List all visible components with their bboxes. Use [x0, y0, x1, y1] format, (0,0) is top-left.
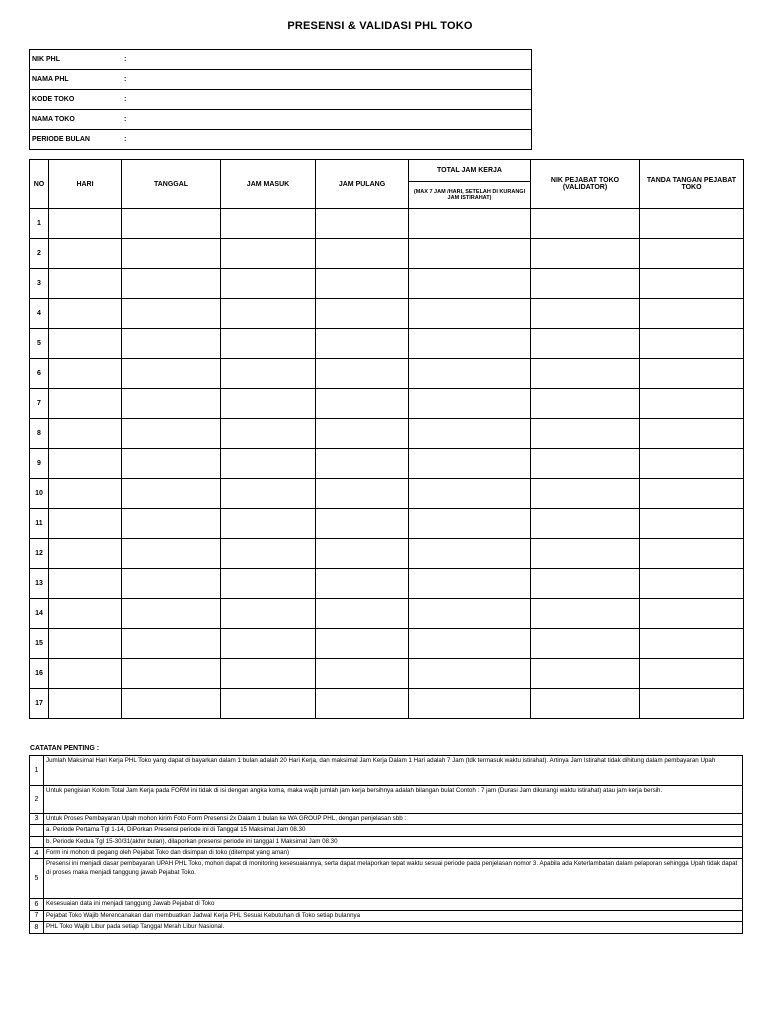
header-no: NO	[30, 160, 49, 209]
row-number: 1	[30, 209, 49, 239]
row-number: 17	[30, 689, 49, 719]
hari-cell[interactable]	[49, 689, 122, 719]
hari-cell[interactable]	[49, 209, 122, 239]
tanda-tangan-cell[interactable]	[640, 299, 744, 329]
row-number: 10	[30, 479, 49, 509]
attendance-row	[30, 449, 744, 479]
attendance-row	[30, 359, 744, 389]
row-number: 2	[30, 239, 49, 269]
attendance-row	[30, 689, 744, 719]
note-number: 4	[30, 848, 44, 859]
tanda-tangan-cell[interactable]	[640, 539, 744, 569]
attendance-row	[30, 269, 744, 299]
tanggal-cell[interactable]	[122, 539, 221, 569]
jam-pulang-cell[interactable]	[316, 209, 409, 239]
nik-pejabat-cell[interactable]	[531, 629, 640, 659]
tanggal-cell[interactable]	[122, 389, 221, 419]
jam-masuk-cell[interactable]	[221, 269, 316, 299]
note-text: Untuk pengisian Kolom Total Jam Kerja pada FORM ini tidak di isi dengan angka koma, maka wajib jumlah jam kerja bersihnya adalah bilangan bulat Contoh : 7 jam (Durasi Jam dikurangi waktu istirahat) atau jam kerja bersih.	[44, 786, 743, 814]
tanggal-cell[interactable]	[122, 689, 221, 719]
jam-masuk-cell[interactable]	[221, 299, 316, 329]
jam-pulang-cell[interactable]	[316, 269, 409, 299]
attendance-row	[30, 599, 744, 629]
tanggal-cell[interactable]	[122, 239, 221, 269]
nik-pejabat-cell[interactable]	[531, 539, 640, 569]
jam-masuk-cell[interactable]	[221, 389, 316, 419]
hari-cell[interactable]	[49, 359, 122, 389]
total-jam-cell[interactable]	[409, 239, 531, 269]
hari-cell[interactable]	[49, 539, 122, 569]
tanggal-cell[interactable]	[122, 629, 221, 659]
attendance-row	[30, 239, 744, 269]
jam-pulang-cell[interactable]	[316, 299, 409, 329]
total-jam-cell[interactable]	[409, 209, 531, 239]
note-text: b. Periode Kedua Tgl 15-30/31(akhir bulan), dilaporkan presensi periode ini tanggal 1 Maksimal Jam 08.30	[44, 836, 743, 847]
nik-pejabat-cell[interactable]	[531, 299, 640, 329]
header-tanggal: TANGGAL	[122, 160, 221, 209]
jam-masuk-cell[interactable]	[221, 599, 316, 629]
info-row-periode	[30, 130, 532, 150]
hari-cell[interactable]	[49, 239, 122, 269]
jam-pulang-cell[interactable]	[316, 389, 409, 419]
tanggal-cell[interactable]	[122, 419, 221, 449]
jam-pulang-cell[interactable]	[316, 629, 409, 659]
header-jam-pulang: JAM PULANG	[316, 160, 409, 209]
employee-info-table	[29, 49, 532, 150]
tanggal-cell[interactable]	[122, 359, 221, 389]
header-jam-masuk: JAM MASUK	[221, 160, 316, 209]
tanda-tangan-cell[interactable]	[640, 209, 744, 239]
total-jam-cell[interactable]	[409, 269, 531, 299]
row-number: 11	[30, 509, 49, 539]
row-number: 9	[30, 449, 49, 479]
nik-pejabat-cell[interactable]	[531, 449, 640, 479]
jam-masuk-cell[interactable]	[221, 629, 316, 659]
note-text: Untuk Proses Pembayaran Upah mohon kirim Foto Form Presensi 2x Dalam 1 bulan ke WA GROUP PHL, dengan penjelasan sbb :	[44, 814, 743, 825]
nik-pejabat-cell[interactable]	[531, 269, 640, 299]
tanda-tangan-cell[interactable]	[640, 449, 744, 479]
total-jam-cell[interactable]	[409, 449, 531, 479]
attendance-table	[29, 159, 744, 719]
attendance-row	[30, 419, 744, 449]
total-jam-cell[interactable]	[409, 539, 531, 569]
jam-masuk-cell[interactable]	[221, 419, 316, 449]
note-number: 3	[30, 814, 44, 825]
nik-phl-field[interactable]: :	[122, 50, 532, 70]
row-number: 4	[30, 299, 49, 329]
total-jam-cell[interactable]	[409, 479, 531, 509]
jam-pulang-cell[interactable]	[316, 509, 409, 539]
header-hari: HARI	[49, 160, 122, 209]
jam-masuk-cell[interactable]	[221, 329, 316, 359]
tanggal-cell[interactable]	[122, 479, 221, 509]
jam-masuk-cell[interactable]	[221, 569, 316, 599]
tanggal-cell[interactable]	[122, 569, 221, 599]
jam-masuk-cell[interactable]	[221, 659, 316, 689]
header-total-jam-note: (MAX 7 JAM /HARI, SETELAH DI KURANGI JAM ISTIRAHAT)	[409, 182, 531, 209]
nama-phl-field[interactable]: :	[122, 70, 532, 90]
tanda-tangan-cell[interactable]	[640, 629, 744, 659]
total-jam-cell[interactable]	[409, 419, 531, 449]
jam-pulang-cell[interactable]	[316, 659, 409, 689]
jam-pulang-cell[interactable]	[316, 239, 409, 269]
tanggal-cell[interactable]	[122, 209, 221, 239]
nik-pejabat-cell[interactable]	[531, 599, 640, 629]
attendance-row	[30, 479, 744, 509]
total-jam-cell[interactable]	[409, 299, 531, 329]
jam-pulang-cell[interactable]	[316, 479, 409, 509]
jam-masuk-cell[interactable]	[221, 239, 316, 269]
jam-pulang-cell[interactable]	[316, 449, 409, 479]
jam-pulang-cell[interactable]	[316, 359, 409, 389]
tanggal-cell[interactable]	[122, 269, 221, 299]
nik-pejabat-cell[interactable]	[531, 389, 640, 419]
nik-pejabat-cell[interactable]	[531, 689, 640, 719]
hari-cell[interactable]	[49, 389, 122, 419]
notes-title: CATATAN PENTING :	[30, 745, 100, 752]
hari-cell[interactable]	[49, 569, 122, 599]
row-number: 5	[30, 329, 49, 359]
nama-toko-field[interactable]: :	[122, 110, 532, 130]
tanda-tangan-cell[interactable]	[640, 359, 744, 389]
note-text: Pejabat Toko Wajib Merencanakan dan membuatkan Jadwal Kerja PHL Sesuai Kebutuhan di Toko setiap bulannya	[44, 910, 743, 921]
tanggal-cell[interactable]	[122, 449, 221, 479]
tanggal-cell[interactable]	[122, 329, 221, 359]
jam-pulang-cell[interactable]	[316, 569, 409, 599]
info-label: NAMA TOKO	[30, 110, 123, 130]
attendance-row	[30, 509, 744, 539]
hari-cell[interactable]	[49, 629, 122, 659]
attendance-row	[30, 569, 744, 599]
header-nik-pejabat: NIK PEJABAT TOKO (VALIDATOR)	[531, 160, 640, 209]
jam-masuk-cell[interactable]	[221, 689, 316, 719]
hari-cell[interactable]	[49, 419, 122, 449]
jam-masuk-cell[interactable]	[221, 359, 316, 389]
hari-cell[interactable]	[49, 449, 122, 479]
row-number: 16	[30, 659, 49, 689]
nik-pejabat-cell[interactable]	[531, 239, 640, 269]
nik-pejabat-cell[interactable]	[531, 329, 640, 359]
row-number: 8	[30, 419, 49, 449]
total-jam-cell[interactable]	[409, 659, 531, 689]
page-title: PRESENSI & VALIDASI PHL TOKO	[287, 20, 473, 32]
info-label: PERIODE BULAN	[30, 130, 123, 150]
total-jam-cell[interactable]	[409, 629, 531, 659]
header-total-jam: TOTAL JAM KERJA	[409, 160, 531, 182]
row-number: 15	[30, 629, 49, 659]
row-number: 13	[30, 569, 49, 599]
nik-pejabat-cell[interactable]	[531, 359, 640, 389]
nik-pejabat-cell[interactable]	[531, 479, 640, 509]
total-jam-cell[interactable]	[409, 359, 531, 389]
total-jam-cell[interactable]	[409, 329, 531, 359]
info-label: KODE TOKO	[30, 90, 123, 110]
header-tanda-tangan: TANDA TANGAN PEJABAT TOKO	[640, 160, 744, 209]
note-text: a. Periode Pertama Tgl 1-14, DiPorkan Presensi periode ini di Tanggal 15 Maksimal Jam 08.30	[44, 825, 743, 836]
attendance-row	[30, 659, 744, 689]
tanggal-cell[interactable]	[122, 509, 221, 539]
info-row-nama-toko	[30, 110, 532, 130]
tanda-tangan-cell[interactable]	[640, 239, 744, 269]
jam-masuk-cell[interactable]	[221, 209, 316, 239]
hari-cell[interactable]	[49, 329, 122, 359]
jam-pulang-cell[interactable]	[316, 689, 409, 719]
hari-cell[interactable]	[49, 599, 122, 629]
note-text: Form ini mohon di pegang oleh Pejabat Toko dan disimpan di toko (ditempat yang aman)	[44, 848, 743, 859]
nik-pejabat-cell[interactable]	[531, 509, 640, 539]
tanggal-cell[interactable]	[122, 299, 221, 329]
tanda-tangan-cell[interactable]	[640, 419, 744, 449]
jam-masuk-cell[interactable]	[221, 449, 316, 479]
hari-cell[interactable]	[49, 299, 122, 329]
tanda-tangan-cell[interactable]	[640, 509, 744, 539]
total-jam-cell[interactable]	[409, 509, 531, 539]
tanda-tangan-cell[interactable]	[640, 329, 744, 359]
nik-pejabat-cell[interactable]	[531, 419, 640, 449]
jam-pulang-cell[interactable]	[316, 599, 409, 629]
tanda-tangan-cell[interactable]	[640, 269, 744, 299]
tanda-tangan-cell[interactable]	[640, 599, 744, 629]
row-number: 3	[30, 269, 49, 299]
total-jam-cell[interactable]	[409, 389, 531, 419]
hari-cell[interactable]	[49, 659, 122, 689]
nik-pejabat-cell[interactable]	[531, 209, 640, 239]
info-row-kode-toko	[30, 90, 532, 110]
note-text: Presensi ini menjadi dasar pembayaran UPAH PHL Toko, mohon dapat di monitoring kesesuaiannya, serta dapat melaporkan tepat waktu sesuai periode pada penjelasan nomor 3. Apabila ada Keterlambatan dalam pelaporan sehingga Upah tidak dapat di proses maka menjadi tanggung jawab Pejabat Toko.	[44, 859, 743, 899]
attendance-row	[30, 539, 744, 569]
info-label: NAMA PHL	[30, 70, 123, 90]
note-number: 2	[30, 786, 44, 814]
note-text: Jumlah Maksimal Hari Kerja PHL Toko yang dapat di bayarkan dalam 1 bulan adalah 20 Hari Kerja, dan maksimal Jam Kerja Dalam 1 Hari adalah 7 Jam (tdk termasuk waktu istirahat). Artinya Jam Istirahat tidak dihitung dalam pembayaran Upah	[44, 756, 743, 786]
attendance-row	[30, 209, 744, 239]
note-number: 5	[30, 859, 44, 899]
hari-cell[interactable]	[49, 479, 122, 509]
tanda-tangan-cell[interactable]	[640, 569, 744, 599]
attendance-row	[30, 389, 744, 419]
total-jam-cell[interactable]	[409, 569, 531, 599]
nik-pejabat-cell[interactable]	[531, 659, 640, 689]
periode-bulan-field[interactable]: :	[122, 130, 532, 150]
row-number: 7	[30, 389, 49, 419]
attendance-row	[30, 329, 744, 359]
attendance-row	[30, 299, 744, 329]
note-number: 6	[30, 899, 44, 910]
info-label: NIK PHL	[30, 50, 123, 70]
row-number: 6	[30, 359, 49, 389]
tanggal-cell[interactable]	[122, 599, 221, 629]
total-jam-cell[interactable]	[409, 689, 531, 719]
jam-pulang-cell[interactable]	[316, 329, 409, 359]
tanda-tangan-cell[interactable]	[640, 689, 744, 719]
note-number: 1	[30, 756, 44, 786]
kode-toko-field[interactable]: :	[122, 90, 532, 110]
hari-cell[interactable]	[49, 269, 122, 299]
total-jam-cell[interactable]	[409, 599, 531, 629]
tanda-tangan-cell[interactable]	[640, 389, 744, 419]
info-row-nama	[30, 70, 532, 90]
tanda-tangan-cell[interactable]	[640, 659, 744, 689]
attendance-row	[30, 629, 744, 659]
jam-masuk-cell[interactable]	[221, 479, 316, 509]
nik-pejabat-cell[interactable]	[531, 569, 640, 599]
jam-masuk-cell[interactable]	[221, 539, 316, 569]
jam-masuk-cell[interactable]	[221, 509, 316, 539]
info-row-nik	[30, 50, 532, 70]
note-number: 8	[30, 922, 44, 933]
row-number: 14	[30, 599, 49, 629]
note-text: Kesesuaian data ini menjadi tanggung Jawab Pejabat di Toko	[44, 899, 743, 910]
notes-table	[29, 755, 743, 934]
jam-pulang-cell[interactable]	[316, 539, 409, 569]
hari-cell[interactable]	[49, 509, 122, 539]
tanggal-cell[interactable]	[122, 659, 221, 689]
note-number: 7	[30, 910, 44, 921]
row-number: 12	[30, 539, 49, 569]
tanda-tangan-cell[interactable]	[640, 479, 744, 509]
note-text: PHL Toko Wajib Libur pada setiap Tanggal Merah Libur Nasional.	[44, 922, 743, 933]
jam-pulang-cell[interactable]	[316, 419, 409, 449]
